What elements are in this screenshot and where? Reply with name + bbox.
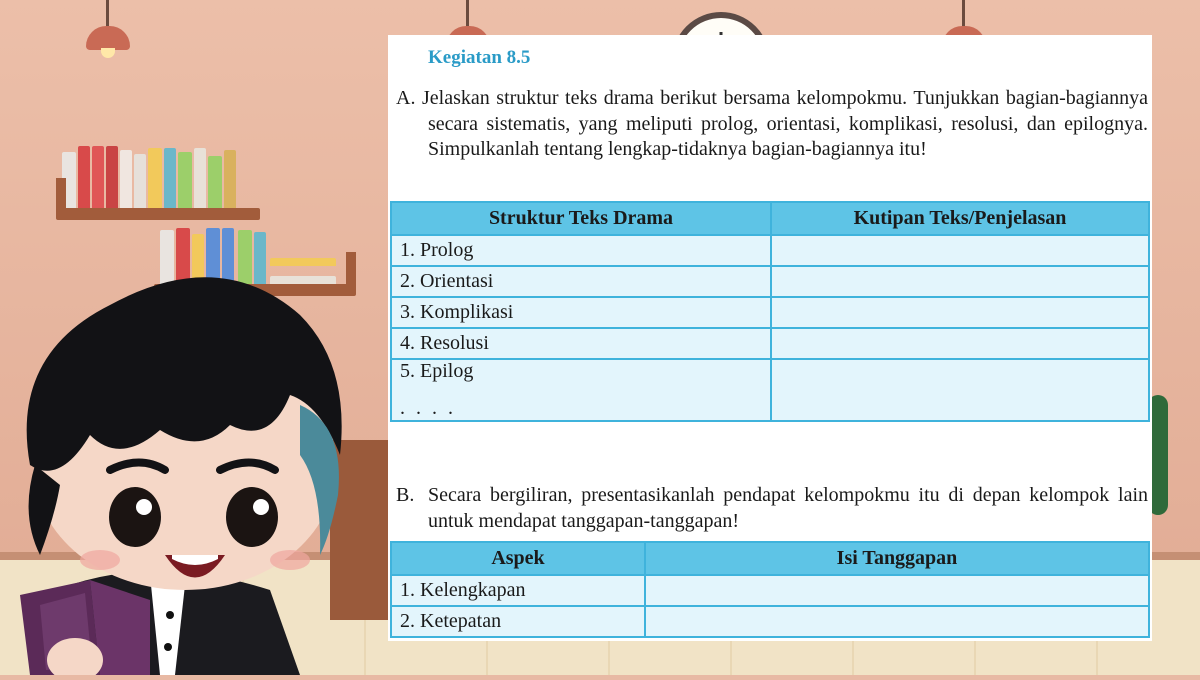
table-cell-label: 2. Ketepatan bbox=[391, 606, 645, 637]
instruction-a-marker: A. bbox=[396, 87, 416, 109]
table-cell-value bbox=[645, 606, 1149, 637]
table-cell-value bbox=[771, 297, 1149, 328]
response-table bbox=[390, 541, 1150, 638]
table-header: Struktur Teks Drama bbox=[391, 202, 771, 235]
activity-title: Kegiatan 8.5 bbox=[428, 47, 531, 68]
textbook-page bbox=[388, 35, 1152, 641]
table-cell-label: 1. Kelengkapan bbox=[391, 575, 645, 606]
instruction-b-marker: B. bbox=[396, 484, 415, 506]
table-cell-label: 3. Komplikasi bbox=[391, 297, 771, 328]
instruction-b bbox=[396, 483, 1148, 534]
table-row bbox=[391, 328, 1149, 359]
table-cell-value bbox=[771, 359, 1149, 421]
ellipsis: . . . . bbox=[400, 397, 456, 419]
table-cell-value bbox=[771, 235, 1149, 266]
table-row bbox=[391, 575, 1149, 606]
table-cell-value bbox=[771, 266, 1149, 297]
table-row bbox=[391, 606, 1149, 637]
table-row bbox=[391, 297, 1149, 328]
table-header: Aspek bbox=[391, 542, 645, 575]
table-header: Isi Tanggapan bbox=[645, 542, 1149, 575]
table-row bbox=[391, 235, 1149, 266]
table-cell-label: 1. Prolog bbox=[391, 235, 771, 266]
table-row bbox=[391, 359, 1149, 421]
table-cell-label: 4. Resolusi bbox=[391, 328, 771, 359]
drama-structure-table bbox=[390, 201, 1150, 422]
table-cell-label bbox=[391, 359, 771, 421]
table-header: Kutipan Teks/Penjelasan bbox=[771, 202, 1149, 235]
table-cell-value bbox=[771, 328, 1149, 359]
table-cell-label: 2. Orientasi bbox=[391, 266, 771, 297]
cartoon-boy-reading-book-icon bbox=[0, 255, 380, 675]
instruction-b-text: Secara bergiliran, presentasikanlah pendapat kelompokmu itu di depan kelompok lain untuk mendapat tanggapan-tanggapan! bbox=[428, 484, 1148, 532]
instruction-a bbox=[396, 86, 1148, 163]
table-row bbox=[391, 266, 1149, 297]
instruction-a-text: Jelaskan struktur teks drama berikut bersama kelompokmu. Tunjukkan bagian-bagiannya secara sistematis, yang meliputi prolog, orientasi, komplikasi, resolusi, dan epilognya. Simpulkanlah tentang lengkap-tidaknya bagian-bagiannya itu! bbox=[422, 87, 1148, 160]
epilog-label: 5. Epilog bbox=[400, 360, 474, 382]
table-cell-value bbox=[645, 575, 1149, 606]
